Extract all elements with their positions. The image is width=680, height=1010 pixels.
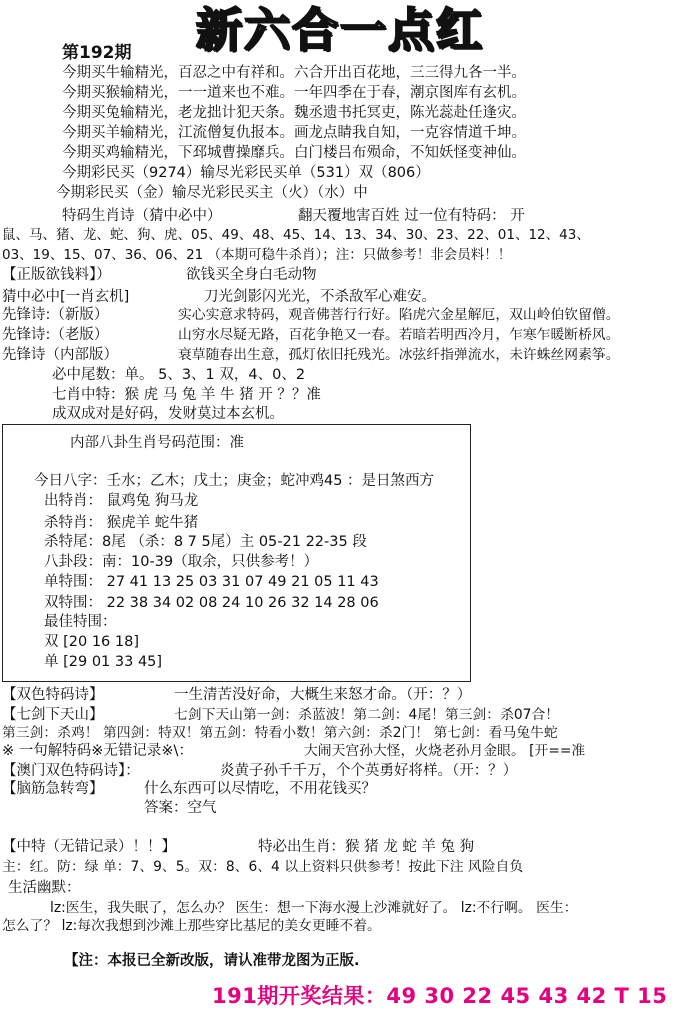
poem-line: 今期买羊输精光，江流僧复仇报本。画龙点睛我自知，一克容情道千坤。 (62, 125, 526, 141)
poem-line: 今期买牛输精光，百忍之中有祥和。六合开出百花地，三三得九各一半。 (62, 65, 526, 81)
bagua-jia-label: 最佳特围： (44, 614, 117, 630)
poem-line: 今期买猴输精光，一一道来也不难。一年四季在于春，潮京图库有玄机。 (62, 85, 526, 101)
yiju-label: ※ 一句解特码※无错记录※\： (2, 743, 193, 759)
zhongte-label: 【中特（无错记录）！！】 (2, 839, 176, 855)
aomen-text: 炎黄子孙千千万，个个英勇好将样。（开：？） (220, 763, 518, 779)
special-numbers: 鼠、马、猪、龙、蛇、狗、虎、05、49、48、45、14、13、34、30、23、22、01、12、43、 (2, 227, 590, 243)
qijian-label: 【七剑下天山】 (2, 707, 104, 723)
bagua-heading: 内部八卦生肖号码范围：准 (70, 435, 244, 451)
page-title: 新六合一点红 (196, 3, 484, 57)
bagua-shawei: 杀特尾：8尾 （杀：8 7 5尾）主 05-21 22-35 段 (44, 534, 367, 550)
caizhong-text: 刀光剑影闪光光，不杀敌军心难安。 (204, 289, 436, 305)
lottery-line: 今期彩民买（9274）输尽光彩民买单（531）双（806） (62, 165, 430, 181)
qixiao-line: 七肖中特：猴 虎 马 兔 羊 牛 猪 开 ？？准 (52, 387, 321, 403)
zhongte-right: 特必出生肖：猴 猪 龙 蛇 羊 兔 狗 (258, 839, 475, 855)
xianfeng-text: 山穷水尽疑无路，百花争艳又一春。若暗若明西冷月，乍寒乍暖断桥风。 (178, 327, 620, 343)
qijian-line: 第三剑：杀鸡！ 第四剑：特双！第五剑：特看小数！第六剑：杀2门！ 第七剑：看马兔牛蛇 (2, 725, 558, 741)
poem-line: 今期买鸡输精光，下邳城曹操靡兵。白门楼吕布殒命，不知妖怪变神仙。 (62, 145, 526, 161)
bagua-shuang-te: 双特围： 22 38 34 02 08 24 10 26 32 14 28 06 (44, 595, 379, 611)
lottery-line: 今期彩民买（金）输尽光彩民买主（火）（水）中 (56, 185, 368, 201)
bagua-dan-te: 单特围： 27 41 13 25 03 31 07 49 21 05 11 43 (44, 574, 379, 590)
shenghuo-line: lz:医生，我失眠了，怎么办？ 医生：想一下海水漫上沙滩就好了。 lz:不行啊。 医生： (50, 900, 578, 916)
bagua-shate: 杀特肖： 猴虎羊 蛇牛猪 (44, 515, 199, 531)
yiju-text: 大闹天宫孙大怪，火烧老孙月金眼。 [开==准 (304, 743, 586, 759)
shenghuo-line: 怎么了？ lz:每次我想到沙滩上那些穿比基尼的美女更睡不着。 (2, 918, 381, 934)
shuangse-label: 【双色特码诗】 (2, 687, 104, 703)
naojin-question: 什么东西可以尽情吃，不用花钱买？ (144, 781, 376, 797)
bagua-duan: 八卦段：南：10-39（取余，只供参考！） (44, 554, 319, 570)
xianfeng-text: 实心实意求特码，观音佛菩行行好。陷虎穴金星解厄，双山岭伯钦留僧。 (178, 307, 620, 323)
bagua-jia-dan: 单 [29 01 33 45] (44, 654, 163, 670)
shenghuo-label: 生活幽默： (8, 880, 81, 896)
bagua-bazi: 今日八字：壬水；乙木；戊土；庚金；蛇冲鸡45 ：是日煞西方 (34, 473, 435, 489)
naojin-answer: 答案：空气 (144, 800, 217, 816)
special-numbers: 03、19、15、07、36、06、21 （本期可稳牛杀肖）；注：只做参考！非会员料！！ (2, 247, 512, 263)
caizhong-label: 猜中必中[一肖玄机] (2, 289, 130, 305)
xianfeng-text: 衰草随春出生意，孤灯依旧托残光。冰弦纤指弹流水，未许蛛丝网素筝。 (178, 347, 620, 363)
naojin-label: 【脑筋急转弯】 (2, 781, 104, 797)
bagua-chute: 出特肖： 鼠鸡兔 狗马龙 (44, 493, 199, 509)
poem-line: 今期买兔输精光，老龙拙计犯天条。魏丞遗书托冥吏，陈光蕊赴任逢灾。 (62, 105, 526, 121)
result-banner: 191期开奖结果：49 30 22 45 43 42 T 15 (212, 984, 668, 1008)
zhengban-text: 欲钱买全身白毛动物 (186, 267, 317, 283)
zhengban-label: 【正版欲钱料】） (2, 267, 111, 283)
weishu-line: 必中尾数：单。 5、3、1 双，4、0、2 (52, 367, 306, 383)
xianfeng-label: 先锋诗:（新版） (2, 307, 109, 323)
shuangse-text: 一生清苦没好命，大概生来怒才命。（开：？） (174, 687, 472, 703)
note-line: 【注：本报已全新改版，请认准带龙图为正版. (64, 953, 360, 969)
chengshuang-line: 成双成对是好码，发财莫过本玄机。 (52, 406, 284, 422)
zhongte-line: 主：红。防：绿 单：7、9、5。双：8、6、4 以上资料只供参考！按此下注 风险自负 (2, 859, 524, 875)
xianfeng-label: 先锋诗（内部版） (2, 347, 118, 363)
issue-number: 第192期 (62, 43, 132, 63)
qijian-line: 七剑下天山第一剑：杀蓝波！第二剑：4尾！第三剑：杀07合！ (174, 707, 560, 723)
aomen-label: 【澳门双色特码诗】： (2, 763, 140, 779)
special-code-hint: 翻天覆地害百姓 过一位有特码： 开 (298, 208, 525, 224)
bagua-jia-shuang: 双 [20 16 18] (44, 634, 139, 650)
xianfeng-label: 先锋诗:（老版） (2, 327, 109, 343)
special-code-label: 特码生肖诗（猜中必中） (62, 208, 222, 224)
